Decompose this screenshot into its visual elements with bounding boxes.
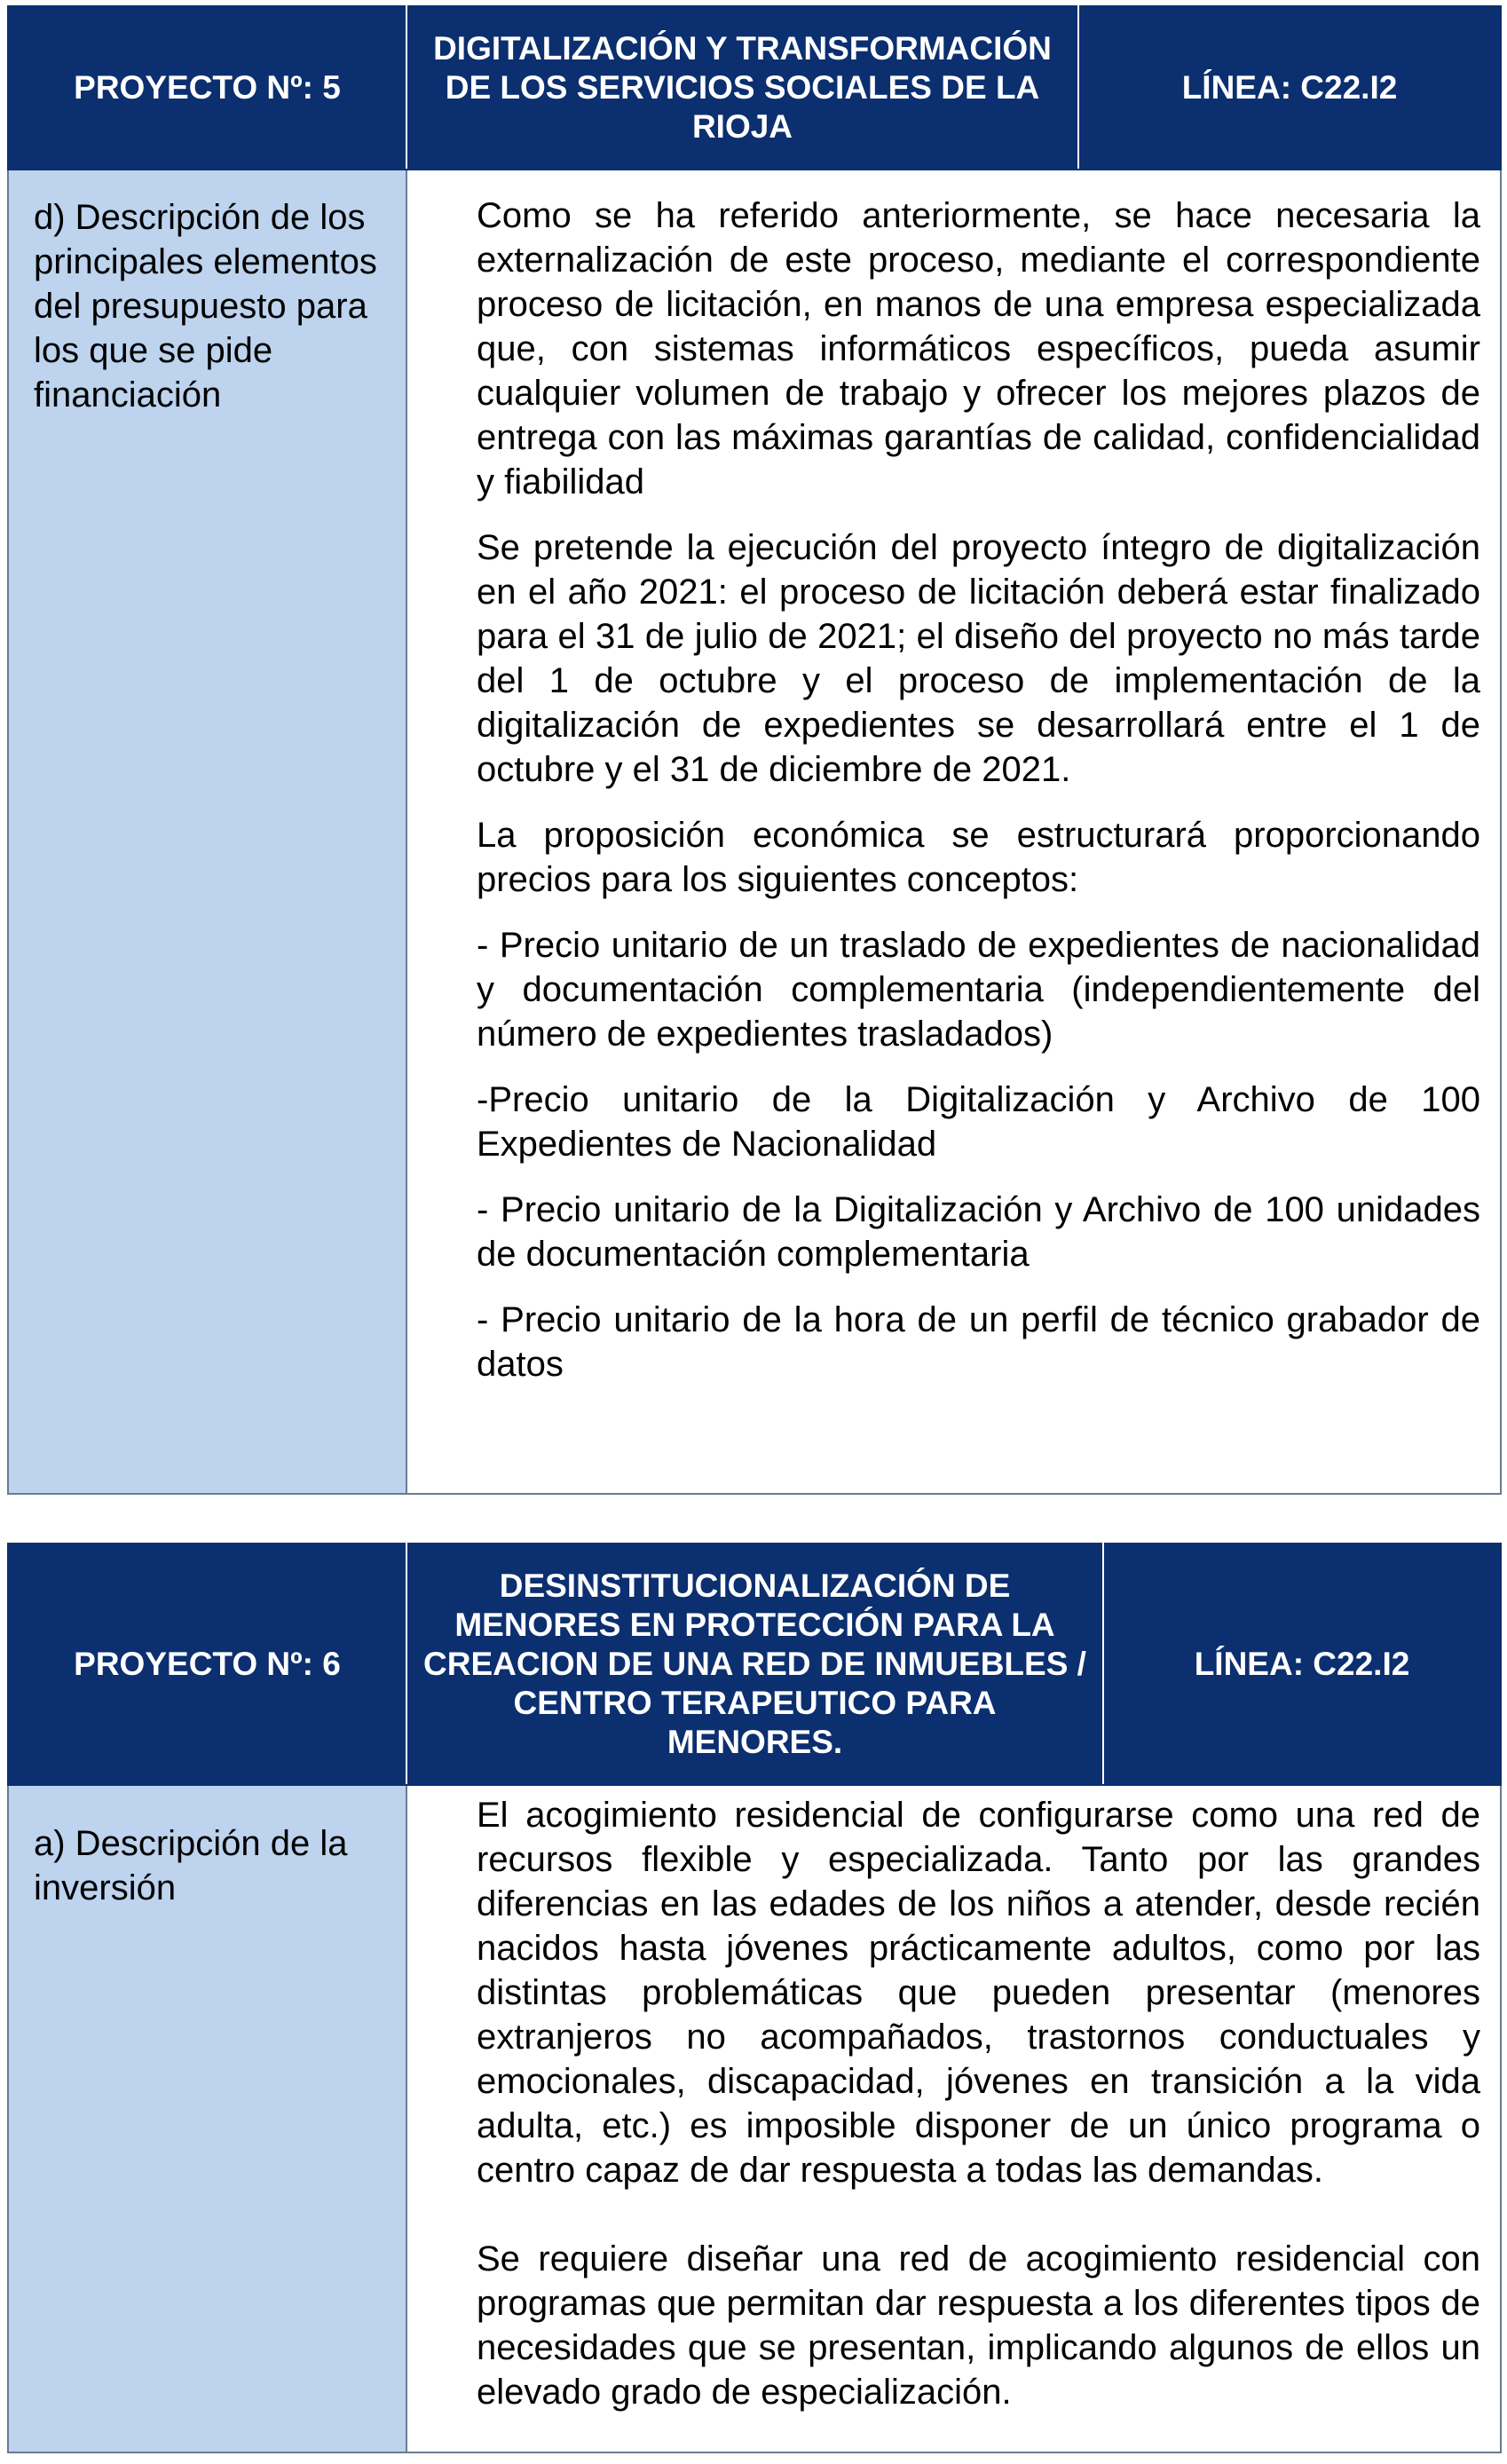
paragraph: Como se ha referido anteriormente, se hace necesaria la externalización de este proceso, mediante el correspondiente proceso de licitación, en manos de una empresa especializada que, con sistemas informáticos específicos, pueda asumir cualquier volumen de trabajo y ofrecer los mejores plazos de entrega con las máximas garantías de calidad, confidencialidad y fiabilidad — [477, 196, 1480, 501]
project-5-table — [7, 5, 1502, 1495]
project-title: DESINSTITUCIONALIZACIÓN DE MENORES EN PROTECCIÓN PARA LA CREACION DE UNA RED DE INMUEBLES / CENTRO TERAPEUTICO PARA MENORES. — [406, 1544, 1103, 1785]
section-content — [406, 170, 1501, 1494]
project-5-header — [8, 6, 1501, 170]
paragraph: El acogimiento residencial de configurarse como una red de recursos flexible y especializada. Tanto por las grandes diferencias en las edades de los niños a atender, desde recién nacidos hasta jóvenes prácticamente adultos, como por las distintas problemáticas que pueden presentar (menores extranjeros no acompañados, trastornos conductuales y emocionales, discapacidad, jóvenes en transición a la vida adulta, etc.) es imposible disponer de un único programa o centro capaz de dar respuesta a todas las demandas. — [477, 1796, 1480, 2190]
project-title: DIGITALIZACIÓN Y TRANSFORMACIÓN DE LOS SERVICIOS SOCIALES DE LA RIOJA — [406, 6, 1078, 170]
project-5-row — [8, 170, 1501, 1494]
list-item: - Precio unitario de la Digitalización y Archivo de 100 unidades de documentación complementaria — [477, 1190, 1480, 1274]
list-item: - Precio unitario de la hora de un perfil de técnico grabador de datos — [477, 1300, 1480, 1384]
project-6-row — [8, 1785, 1501, 2452]
section-content — [406, 1785, 1501, 2452]
paragraph: Se requiere diseñar una red de acogimiento residencial con programas que permitan dar respuesta a los diferentes tipos de necesidades que se presentan, implicando algunos de ellos un elevado grado de especialización. — [477, 2239, 1480, 2412]
project-6-header — [8, 1544, 1501, 1785]
project-line: LÍNEA: C22.I2 — [1103, 1544, 1501, 1785]
paragraph: Se pretende la ejecución del proyecto íntegro de digitalización en el año 2021: el proceso de licitación deberá estar finalizado para el 31 de julio de 2021; el diseño del proyecto no más tarde del 1 de octubre y el proceso de implementación de la digitalización de expedientes se desarrollará entre el 1 de octubre y el 31 de diciembre de 2021. — [477, 528, 1480, 789]
project-number: PROYECTO Nº: 6 — [8, 1544, 406, 1785]
section-label: d) Descripción de los principales elementos del presupuesto para los que se pide financiación — [8, 170, 406, 1494]
project-line: LÍNEA: C22.I2 — [1078, 6, 1501, 170]
section-label: a) Descripción de la inversión — [8, 1785, 406, 2452]
project-number: PROYECTO Nº: 5 — [8, 6, 406, 170]
project-6-table — [7, 1543, 1502, 2453]
paragraph: La proposición económica se estructurará proporcionando precios para los siguientes conceptos: — [477, 816, 1480, 899]
list-item: -Precio unitario de la Digitalización y Archivo de 100 Expedientes de Nacionalidad — [477, 1080, 1480, 1164]
list-item: - Precio unitario de un traslado de expedientes de nacionalidad y documentación complementaria (independientemente del número de expedientes trasladados) — [477, 926, 1480, 1054]
